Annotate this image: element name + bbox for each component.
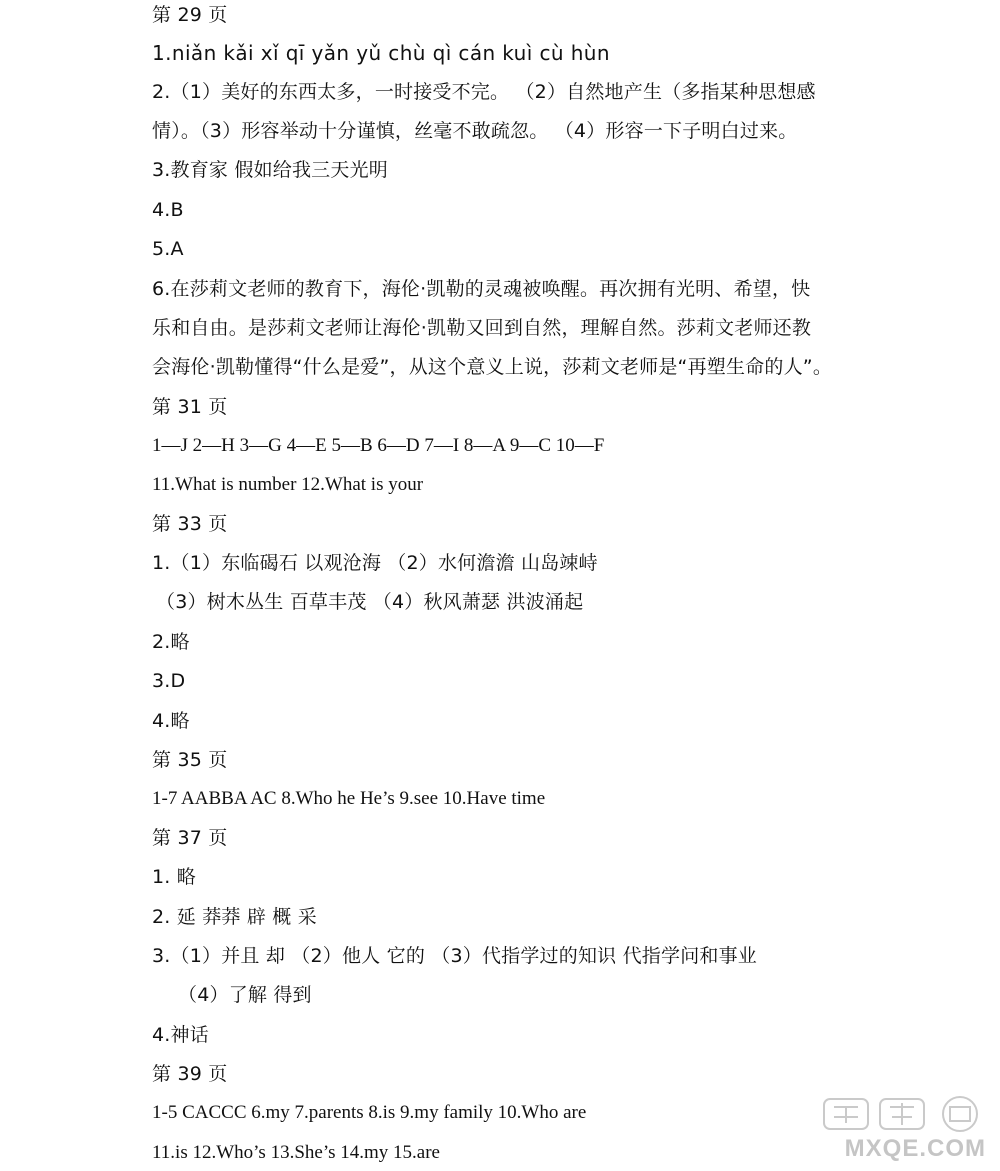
page-heading-31: 第 31 页 xyxy=(152,396,228,418)
page-heading-39: 第 39 页 xyxy=(152,1063,228,1085)
answer-line: （3）树木丛生 百草丰茂 （4）秋风萧瑟 洪波涌起 xyxy=(156,591,584,613)
answer-line: 3.D xyxy=(152,670,186,692)
answer-line: 3.教育家 假如给我三天光明 xyxy=(152,159,388,181)
answer-line: 会海伦·凯勒懂得“什么是爱”，从这个意义上说，莎莉文老师是“再塑生命的人”。 xyxy=(152,356,833,378)
answer-line-pinyin: 1.niǎn kǎi xǐ qī yǎn yǔ chù qì cán kuì cù hùn xyxy=(152,41,610,65)
answer-line: 2.略 xyxy=(152,631,190,653)
watermark-logo-icon xyxy=(820,1093,990,1133)
answer-line-english: 11.is 12.Who’s 13.She’s 14.my 15.are xyxy=(152,1142,440,1163)
answer-line: 2. 延 莽莽 辟 概 采 xyxy=(152,906,317,928)
page-heading-33: 第 33 页 xyxy=(152,513,228,535)
answer-line-english: 1-7 AABBA AC 8.Who he He’s 9.see 10.Have time xyxy=(152,788,546,809)
answer-line: 4.B xyxy=(152,199,184,221)
answer-line: 情）。（3）形容举动十分谨慎，丝毫不敢疏忽。 （4）形容一下子明白过来。 xyxy=(152,120,798,142)
page-heading-35: 第 35 页 xyxy=(152,749,228,771)
answer-line: 5.A xyxy=(152,238,184,260)
answer-line: 1. 略 xyxy=(152,866,196,888)
watermark-site-text: MXQE.COM xyxy=(844,1135,986,1162)
site-watermark xyxy=(816,1093,994,1163)
answer-line-english: 1-5 CACCC 6.my 7.parents 8.is 9.my family 10.Who are xyxy=(152,1102,587,1123)
answer-line-english: 11.What is number 12.What is your xyxy=(152,474,424,495)
answer-line: 乐和自由。是莎莉文老师让海伦·凯勒又回到自然，理解自然。莎莉文老师还教 xyxy=(152,317,812,339)
answer-line-matching: 1—J 2—H 3—G 4—E 5—B 6—D 7—I 8—A 9—C 10—F xyxy=(152,435,605,456)
page-heading-29: 第 29 页 xyxy=(152,4,228,26)
answer-line: 3.（1）并且 却 （2）他人 它的 （3）代指学过的知识 代指学问和事业 xyxy=(152,945,757,967)
answer-line: 4.神话 xyxy=(152,1024,209,1046)
page-heading-37: 第 37 页 xyxy=(152,827,228,849)
answer-line: 2.（1）美好的东西太多，一时接受不完。 （2）自然地产生（多指某种思想感 xyxy=(152,81,816,103)
answer-line: 1.（1）东临碣石 以观沧海 （2）水何澹澹 山岛竦峙 xyxy=(152,552,598,574)
answer-line: （4）了解 得到 xyxy=(178,984,312,1006)
answer-line: 6.在莎莉文老师的教育下，海伦·凯勒的灵魂被唤醒。再次拥有光明、希望，快 xyxy=(152,278,811,300)
answer-line: 4.略 xyxy=(152,710,190,732)
